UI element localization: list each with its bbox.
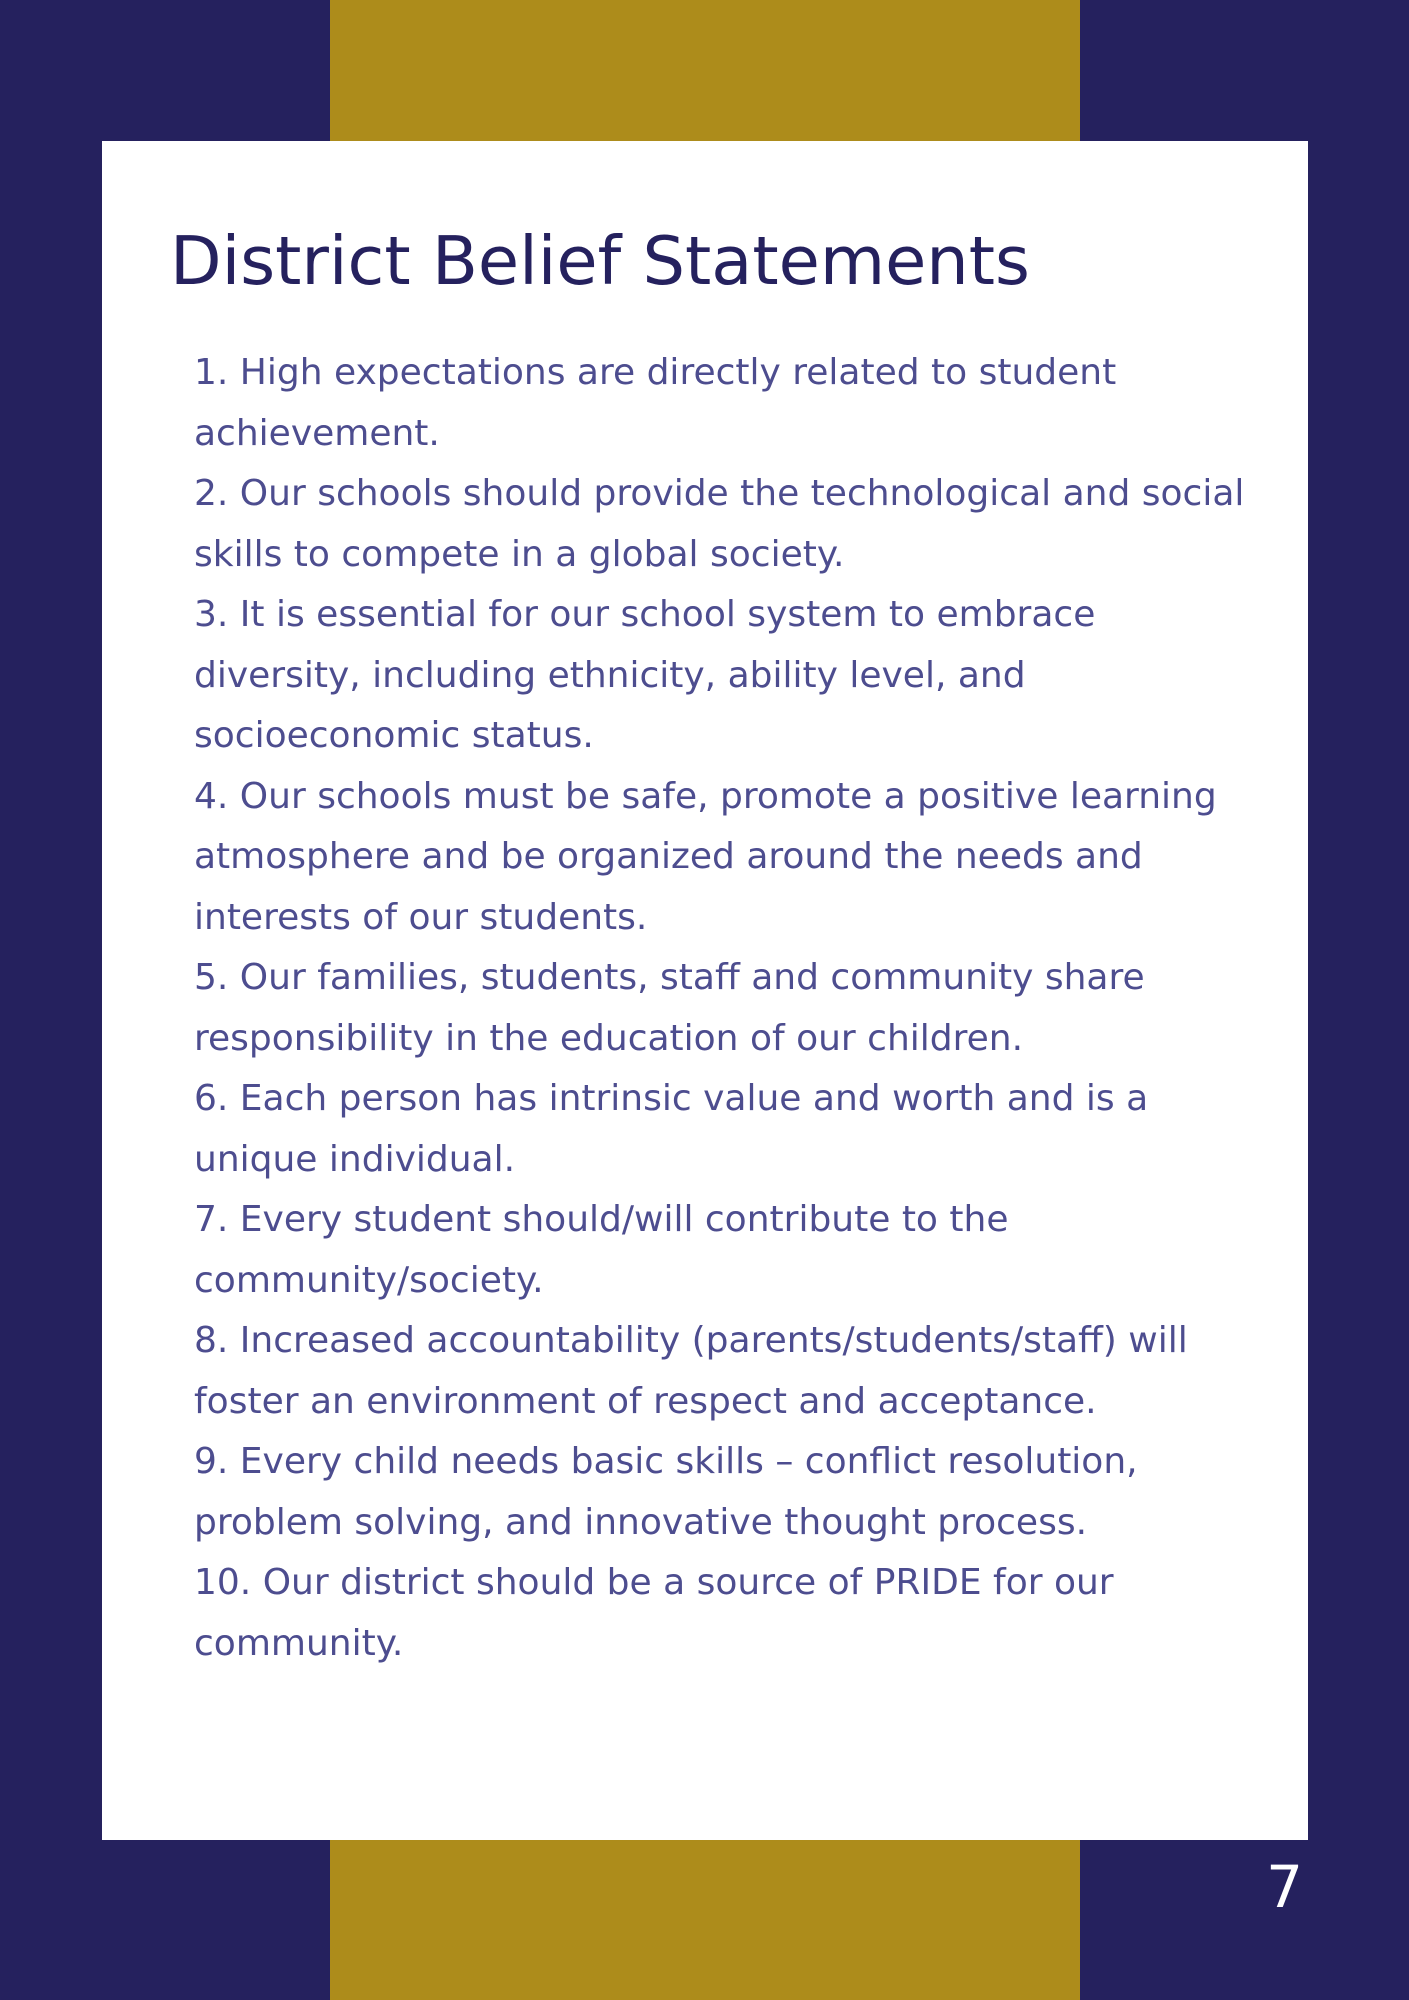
top-gold-band (330, 0, 1080, 142)
belief-statement-9: 9. Every child needs basic skills – conflict resolution, problem solving, and innovative thought process. (194, 1441, 1138, 1543)
belief-statements-list (194, 343, 1254, 1674)
page-number: 7 (1266, 1853, 1303, 1921)
belief-statement-2: 2. Our schools should provide the technological and social skills to compete in a global society. (194, 473, 1245, 575)
belief-statement-7: 7. Every student should/will contribute to the community/society. (194, 1199, 1009, 1301)
belief-statement-4: 4. Our schools must be safe, promote a positive learning atmosphere and be organized around the needs and interests of our students. (194, 775, 1217, 938)
bottom-gold-band (330, 1840, 1080, 2000)
page-title: District Belief Statements (170, 222, 1030, 300)
belief-statement-8: 8. Increased accountability (parents/students/staff) will foster an environment of respect and acceptance. (194, 1320, 1188, 1422)
belief-statement-1: 1. High expectations are directly related to student achievement. (194, 352, 1117, 454)
belief-statement-5: 5. Our families, students, staff and community share responsibility in the education of our children. (194, 957, 1145, 1059)
content-card (102, 141, 1308, 1840)
belief-statement-6: 6. Each person has intrinsic value and worth and is a unique individual. (194, 1078, 1149, 1180)
belief-statement-10: 10. Our district should be a source of PRIDE for our community. (194, 1562, 1114, 1664)
belief-statement-3: 3. It is essential for our school system to embrace diversity, including ethnicity, ability level, and socioeconomic status. (194, 594, 1096, 756)
